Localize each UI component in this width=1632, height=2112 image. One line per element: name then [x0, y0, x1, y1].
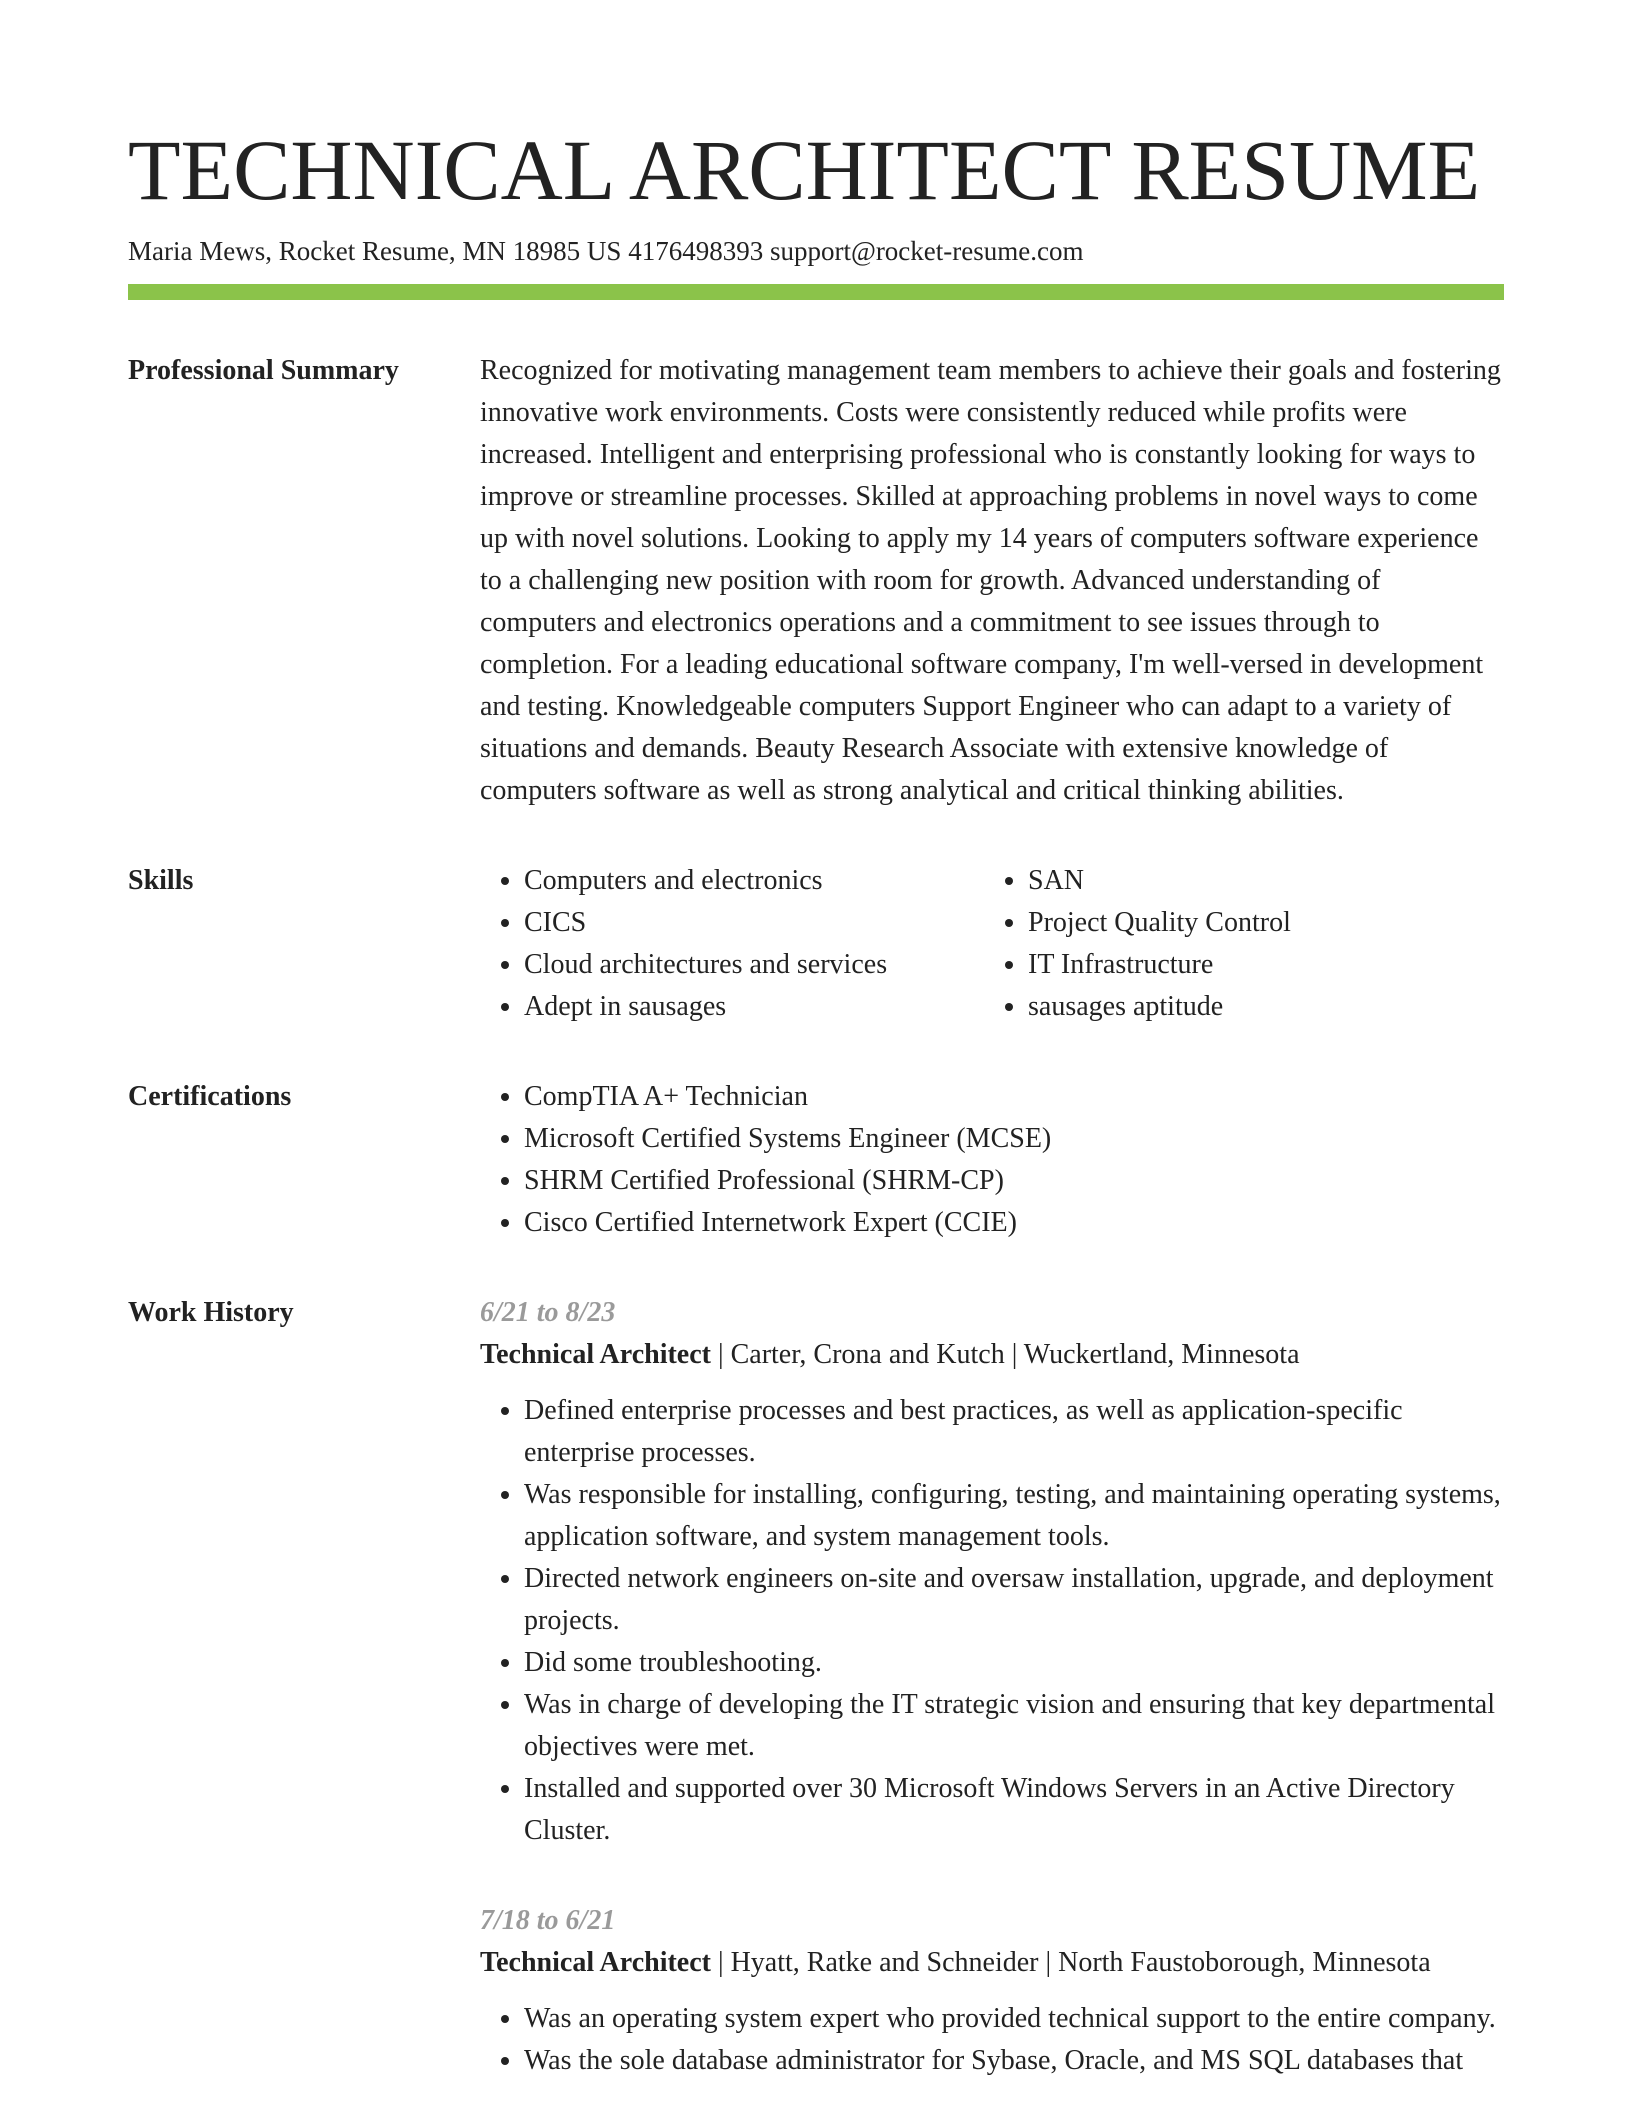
accent-divider	[128, 284, 1504, 300]
certification-item: • Microsoft Certified Systems Engineer (MCSE)	[524, 1118, 1504, 1160]
section-label-work-history: Work History	[128, 1297, 294, 1328]
contact-line: Maria Mews, Rocket Resume, MN 18985 US 4176498393 support@rocket-resume.com	[128, 236, 1084, 266]
job-bullet: • Did some troubleshooting.	[524, 1642, 1504, 1684]
certification-item: • SHRM Certified Professional (SHRM-CP)	[524, 1160, 1504, 1202]
skills-grid	[480, 860, 1504, 1028]
skill-item: • sausages aptitude	[1028, 986, 1488, 1028]
skill-item: • Cloud architectures and services	[524, 944, 984, 986]
skills-section	[128, 860, 1504, 1028]
section-label-skills: Skills	[128, 865, 194, 896]
job-details: | Carter, Crona and Kutch | Wuckertland, Minnesota	[710, 1339, 1300, 1370]
job-entry	[480, 1900, 1504, 2082]
summary-text: Recognized for motivating management team members to achieve their goals and fostering innovative work environments. Costs were consistently reduced while profits were increased. Intelligent and enterprising professional who is constantly looking for ways to improve or streamline processes. Skilled at approaching problems in novel ways to come up with novel solutions. Looking to apply my 14 years of computers software experience to a challenging new position with room for growth. Advanced understanding of computers and electronics operations and a commitment to see issues through to completion. For a leading educational software company, I'm well-versed in development and testing. Knowledgeable computers Support Engineer who can adapt to a variety of situations and demands. Beauty Research Associate with extensive knowledge of computers software as well as strong analytical and critical thinking abilities.	[480, 355, 1501, 806]
job-title: Technical Architect	[480, 1947, 711, 1978]
job-dates: 7/18 to 6/21	[480, 1905, 616, 1936]
job-bullet: • Was in charge of developing the IT strategic vision and ensuring that key departmental objectives were met.	[524, 1684, 1504, 1768]
skill-item: • SAN	[1028, 860, 1488, 902]
skill-item: • Project Quality Control	[1028, 902, 1488, 944]
job-entry	[480, 1292, 1504, 1852]
job-bullets	[480, 1390, 1504, 1852]
job-details: | Hyatt, Ratke and Schneider | North Faustoborough, Minnesota	[710, 1947, 1431, 1978]
section-label-certifications: Certifications	[128, 1081, 292, 1112]
job-bullet: • Was an operating system expert who provided technical support to the entire company.	[524, 1998, 1504, 2040]
skill-item: • Computers and electronics	[524, 860, 984, 902]
certifications-section	[128, 1076, 1504, 1244]
certifications-body	[480, 1076, 1504, 1244]
certifications-list	[480, 1076, 1504, 1244]
skills-list-right	[984, 860, 1488, 1028]
job-heading	[480, 1942, 1504, 1984]
skill-item: • Adept in sausages	[524, 986, 984, 1028]
section-label-summary: Professional Summary	[128, 355, 399, 386]
skill-item: • IT Infrastructure	[1028, 944, 1488, 986]
job-bullets	[480, 1998, 1504, 2082]
job-dates: 6/21 to 8/23	[480, 1297, 616, 1328]
job-bullet: • Installed and supported over 30 Microsoft Windows Servers in an Active Directory Cluster.	[524, 1768, 1504, 1852]
professional-summary-section	[128, 350, 1504, 812]
work-history-section	[128, 1292, 1504, 2082]
certification-item: • Cisco Certified Internetwork Expert (CCIE)	[524, 1202, 1504, 1244]
job-bullet: • Directed network engineers on-site and oversaw installation, upgrade, and deployment projects.	[524, 1558, 1504, 1642]
work-history-body	[480, 1292, 1504, 2082]
page-title: TECHNICAL ARCHITECT RESUME	[128, 122, 1481, 218]
summary-body	[480, 350, 1504, 812]
job-bullet: • Was the sole database administrator for Sybase, Oracle, and MS SQL databases that	[524, 2040, 1504, 2082]
job-heading	[480, 1334, 1504, 1376]
certification-item: • CompTIA A+ Technician	[524, 1076, 1504, 1118]
job-title: Technical Architect	[480, 1339, 711, 1370]
skill-item: • CICS	[524, 902, 984, 944]
job-bullet: • Defined enterprise processes and best practices, as well as application-specific enterprise processes.	[524, 1390, 1504, 1474]
resume-page	[128, 120, 1504, 2082]
job-bullet: • Was responsible for installing, configuring, testing, and maintaining operating systems, application software, and system management tools.	[524, 1474, 1504, 1558]
skills-list-left	[480, 860, 984, 1028]
